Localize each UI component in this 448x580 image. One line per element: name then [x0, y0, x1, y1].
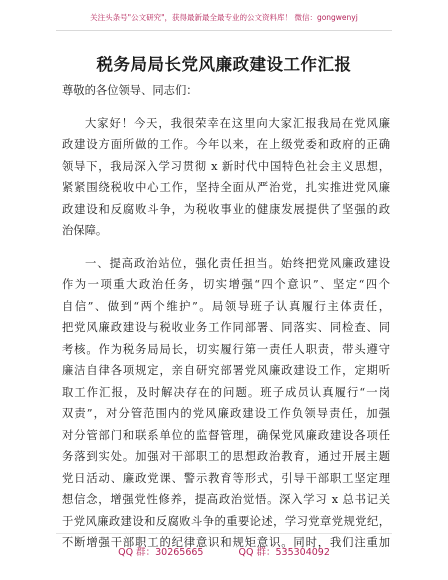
- document-body: [62, 80, 390, 554]
- paragraph-line: 把党风廉政建设与税收业务工作同部署、同落实、同检查、同: [62, 321, 390, 334]
- paragraph-line: 紧紧围绕税收中心工作，坚持全面从严治党，扎实推进党风廉: [62, 181, 390, 194]
- footer-divider: [56, 533, 392, 534]
- paragraph-line: 取工作汇报，及时解决存在的问题。班子成员认真履行“一岗: [62, 385, 390, 399]
- header-notice: 关注头条号"公文研究"，获得最新最全最专业的公文资料库！ 微信：gongwenyj: [90, 13, 358, 22]
- paragraph-line: 务落到实处。加强对干部职工的思想政治教育，通过开展主题: [62, 450, 390, 463]
- paragraph-line: 党日活动、廉政党课、警示教育等形式，引导干部职工坚定理: [62, 471, 390, 485]
- paragraph-line: 双责”，对分管范围内的党风廉政建设工作负领导责任，加强: [62, 407, 390, 420]
- paragraph-line: 不断增强干部职工的纪律意识和规矩意识。同时，我们注重加: [62, 536, 390, 549]
- paragraph-line: 大家好！今天，我很荣幸在这里向大家汇报我局在党风廉: [85, 116, 390, 130]
- paragraph-gap: [62, 102, 390, 113]
- paragraph-line: 领导下，我局深入学习贯彻 x 新时代中国特色社会主义思想，: [62, 159, 390, 173]
- paragraph-line: 政建设和反腐败斗争，为税收事业的健康发展提供了坚强的政: [62, 202, 390, 216]
- paragraph-2: [62, 253, 390, 554]
- paragraph-line: 想信念，增强党性修养，提高政治觉悟。深入学习 x 总书记关: [62, 493, 390, 506]
- footer: [0, 544, 448, 558]
- paragraph-line: 廉洁自律各项规定，亲自研究部署党风廉政建设工作，定期听: [62, 364, 390, 377]
- document-title: 税务局局长党风廉政建设工作汇报: [96, 55, 352, 74]
- paragraph-line: 自信”、做到“两个维护”。局领导班子认真履行主体责任，: [62, 299, 390, 313]
- paragraph-gap: [62, 242, 390, 253]
- paragraph-line: 于党风廉政建设和反腐败斗争的重要论述，学习党章党规党纪，: [62, 514, 390, 528]
- paragraph-line: 对分管部门和联系单位的监督管理，确保党风廉政建设各项任: [62, 428, 390, 442]
- footer-qq-group-2: QQ 群：535304092: [238, 547, 330, 558]
- paragraph-line: 治保障。: [62, 224, 108, 237]
- paragraph-line: 作为一项重大政治任务，切实增强“四个意识”、坚定“四个: [62, 278, 390, 291]
- salutation: 尊敬的各位领导、同志们：: [62, 84, 198, 97]
- paragraph-line: 一、提高政治站位，强化责任担当。始终把党风廉政建设: [85, 256, 390, 270]
- footer-qq-group-1: QQ 群：30265665: [118, 547, 204, 558]
- paragraph-line: 考核。作为税务局局长，切实履行第一责任人职责，带头遵守: [62, 342, 390, 356]
- header-divider: [56, 30, 392, 31]
- paragraph-1: [62, 113, 390, 242]
- paragraph-line: 政建设方面所做的工作。今年以来，在上级党委和政府的正确: [62, 138, 390, 151]
